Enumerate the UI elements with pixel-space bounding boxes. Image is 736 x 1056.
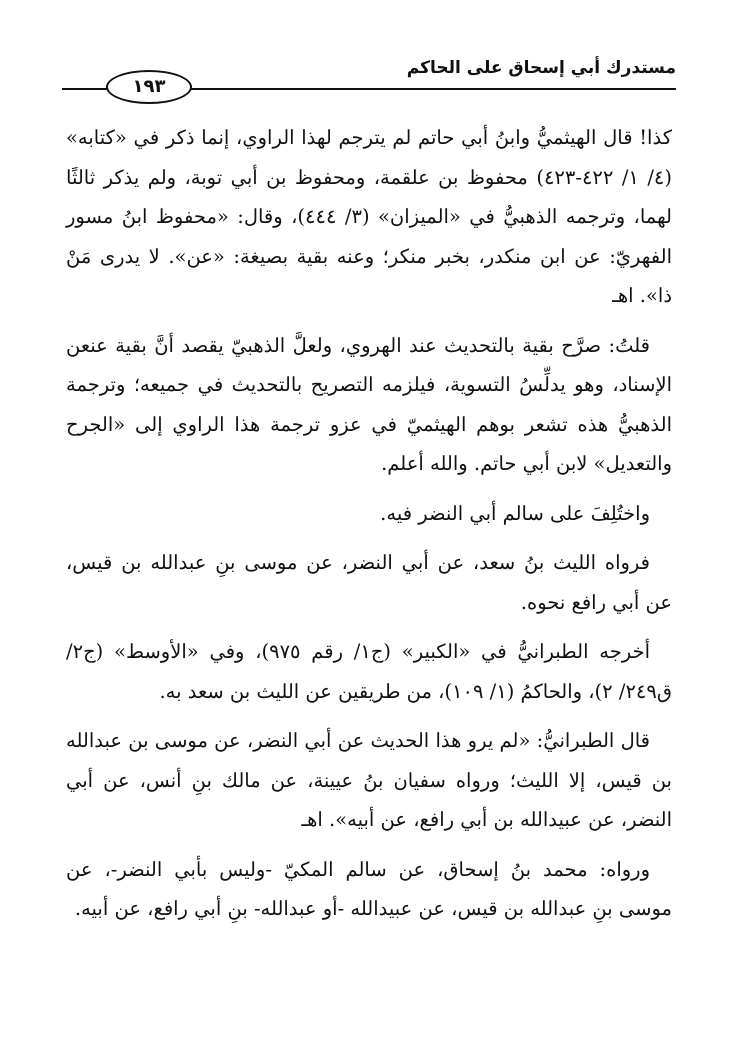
- running-title: مستدرك أبي إسحاق على الحاكم: [401, 58, 676, 78]
- paragraph: أخرجه الطبرانيُّ في «الكبير» (ج١/ رقم ٩٧٥)، وفي «الأوسط» (ج٢/ ق٢٤٩/ ٢)، والحاكمُ (١/ ١٠٩)، من طريقين عن الليث بن سعد به.: [66, 640, 672, 703]
- running-header: [62, 58, 676, 98]
- paragraph: قال الطبرانيُّ: «لم يرو هذا الحديث عن أبي النضر، عن موسى بن عبدالله بن قيس، إلا الليث؛ ورواه سفيان بنُ عيينة، عن مالك بنِ أنس، عن أبي النضر، عن عبيدالله بن أبي رافع، عن أبيه». اهـ: [66, 729, 672, 831]
- paragraph: ورواه: محمد بنُ إسحاق، عن سالم المكيّ -وليس بأبي النضر-، عن موسى بنِ عبدالله بن قيس، عن عبيدالله -أو عبدالله- بنِ أبي رافع، عن أبيه.: [66, 857, 672, 920]
- page-number: ١٩٣: [106, 70, 192, 104]
- paragraph: فرواه الليث بنُ سعد، عن أبي النضر، عن موسى بنِ عبدالله بن قيس، عن أبي رافع نحوه.: [66, 551, 672, 614]
- main-text: [66, 118, 672, 939]
- paragraph: كذا! قال الهيثميُّ وابنُ أبي حاتم لم يترجم لهذا الراوي، إنما ذكر في «كتابه» (٤/ ١/ ٤٢٢-٤٢٣) محفوظ بن علقمة، ومحفوظ بن أبي توبة، ولم يذكر ثالثًا لهما، وترجمه الذهبيُّ في «الميزان» (٣/ ٤٤٤)، وقال: «محفوظ ابنُ مسور الفهريّ: عن ابن منكدر، بخبر منكر؛ وعنه بقية بصيغة: «عن». لا يدرى مَنْ ذا». اهـ: [66, 126, 672, 307]
- paragraph: واختُلِفَ على سالم أبي النضر فيه.: [380, 501, 650, 525]
- paragraph: قلتُ: صرَّح بقية بالتحديث عند الهروي، ولعلَّ الذهبيّ يقصد أنَّ بقية عنعن الإسناد، وهو يدلِّسُ التسوية، فيلزمه التصريح بالتحديث في جميعه؛ وترجمة الذهبيُّ هذه تشعر بوهم الهيثميّ في عزو ترجمة هذا الراوي إلى «الجرح والتعديل» لابن أبي حاتم. والله أعلم.: [66, 333, 672, 475]
